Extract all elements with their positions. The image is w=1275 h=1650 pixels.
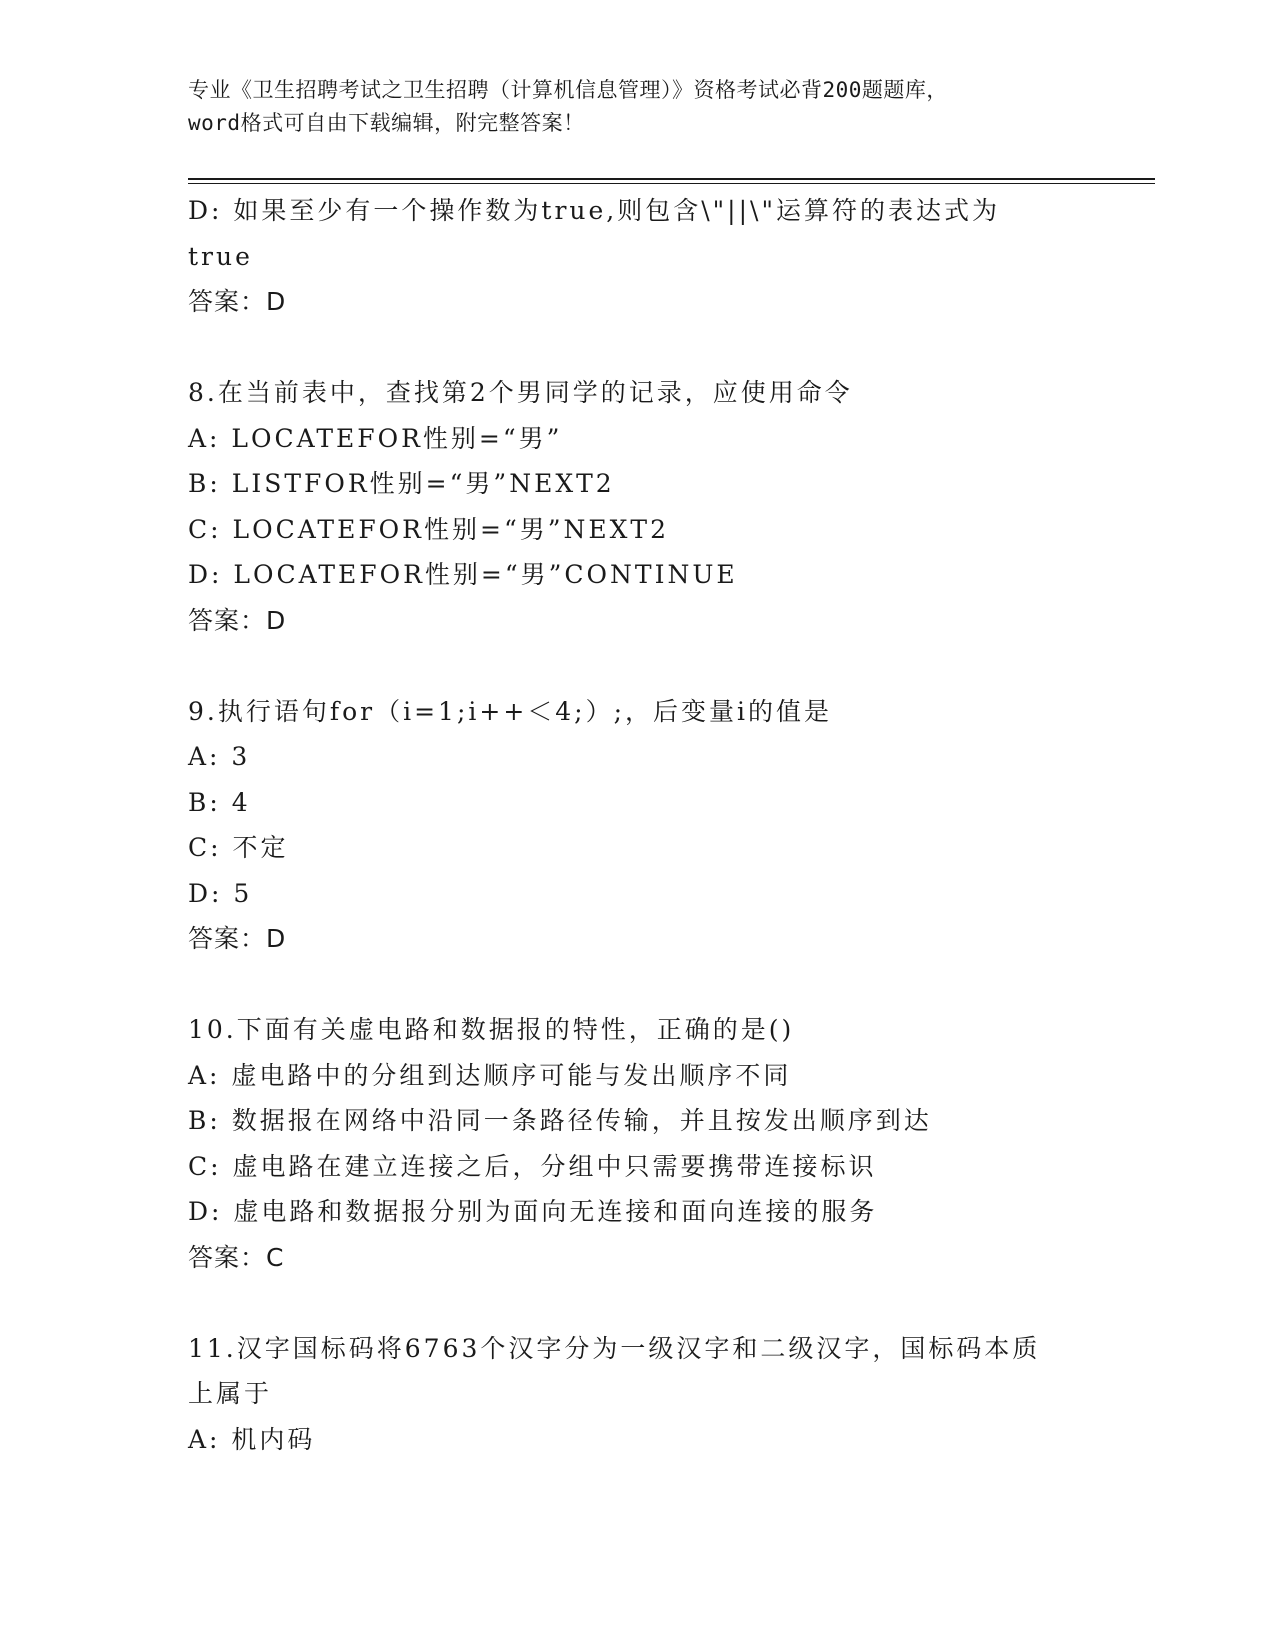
- question-stem: 11.汉字国标码将6763个汉字分为一级汉字和二级汉字，国标码本质: [188, 1333, 1041, 1363]
- spacer: [188, 1280, 1088, 1326]
- spacer: [188, 325, 1088, 371]
- option-a: A: 机内码: [188, 1424, 316, 1454]
- option-a: A: 虚电路中的分组到达顺序可能与发出顺序不同: [188, 1060, 792, 1090]
- question-7-tail: [188, 188, 1088, 325]
- question-8: [188, 370, 1088, 643]
- option-d: D: 如果至少有一个操作数为true,则包含\"||\"运算符的表达式为: [188, 196, 1000, 225]
- option-b: B: LISTFOR性别=“男”NEXT2: [188, 469, 615, 498]
- question-10: [188, 1007, 1088, 1280]
- option-a: A: LOCATEFOR性别=“男”: [188, 423, 563, 453]
- option-d-continued: true: [188, 241, 253, 271]
- option-b: B: 数据报在网络中沿同一条路径传输，并且按发出顺序到达: [188, 1106, 932, 1135]
- option-c: C: 不定: [188, 833, 289, 862]
- option-c: C: 虚电路在建立连接之后，分组中只需要携带连接标识: [188, 1151, 877, 1181]
- question-stem: 8.在当前表中，查找第2个男同学的记录，应使用命令: [188, 378, 853, 407]
- question-11: [188, 1326, 1088, 1463]
- header-rule-thick: [188, 178, 1155, 180]
- option-b: B: 4: [188, 787, 251, 817]
- answer: 答案：D: [188, 924, 287, 953]
- option-d: D: 虚电路和数据报分别为面向无连接和面向连接的服务: [188, 1197, 878, 1226]
- option-d: D: LOCATEFOR性别=“男”CONTINUE: [188, 560, 738, 589]
- option-d: D: 5: [188, 878, 253, 908]
- question-9: [188, 689, 1088, 962]
- header-rule-thin: [188, 183, 1155, 184]
- header-line-2: word格式可自由下载编辑，附完整答案！: [188, 111, 585, 135]
- question-stem: 10.下面有关虚电路和数据报的特性，正确的是(): [188, 1015, 795, 1044]
- answer: 答案：D: [188, 605, 287, 635]
- answer: 答案：D: [188, 287, 287, 316]
- spacer: [188, 643, 1088, 689]
- answer: 答案：C: [188, 1242, 285, 1272]
- question-stem-continued: 上属于: [188, 1379, 273, 1408]
- document-header: [188, 74, 1088, 140]
- option-a: A: 3: [188, 742, 251, 771]
- question-stem: 9.执行语句for（i=1;i++＜4;）;，后变量i的值是: [188, 696, 833, 726]
- spacer: [188, 962, 1088, 1008]
- option-c: C: LOCATEFOR性别=“男”NEXT2: [188, 514, 670, 544]
- header-line-1: 专业《卫生招聘考试之卫生招聘（计算机信息管理）》资格考试必背200题题库，: [188, 78, 948, 102]
- question-content: [188, 188, 1088, 1462]
